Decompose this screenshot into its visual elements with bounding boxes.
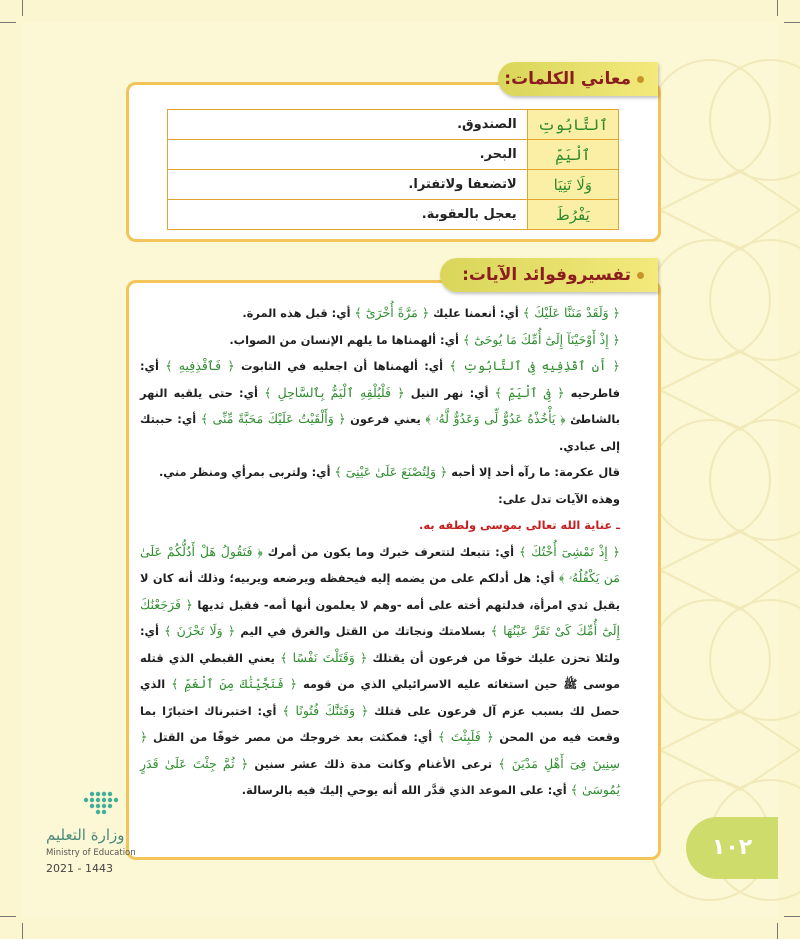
vocab-meaning: الصندوق. [168,110,528,140]
quran-verse: ﴿ وَلَا تَحْزَنَ ﴾ [164,623,236,638]
tafsir-text-segment: أي: هل أدلكم على من يضمه إليه فيحفظه ويرضعه ويربيه؛ وذلك أنه كان لا يقبل ثدي امرأة، فدلتهم أخته على أمه -وهم لا يعلمون أنها أمه- فقبل ثديها [140,571,621,612]
vocab-word: يَفْرُطَ [527,200,618,230]
tafsir-text-segment: أي: قبل هذه المرة. [242,306,355,320]
lesson-point [140,512,620,539]
tafsir-text-segment: يعني فرعون [345,412,426,426]
tafsir-text-segment: أي: على الموعد الذي قدَّر الله أنه يوحي إليك فيه بالرسالة. [241,783,571,797]
tafsir-text-segment: أي: حتى يلقيه النهر بالشاطئ [140,385,620,426]
quran-verse: ﴿ فَتَقُولُ هَلْ أَدُلُّكُمْ عَلَىٰ مَن يَكْفُلُهُۥ ﴾ [140,543,620,585]
vocab-word: ٱلتَّابُوتِ [527,110,618,140]
table-row [168,170,619,200]
tafsir-text-segment: أي: ولتربى بمرأي ومنظر مني. [158,465,335,479]
quran-verse: ﴿ فَلْيُلْقِهِ ٱلْيَمُّ بِٱلسَّاحِلِ ﴾ [264,384,405,400]
tafsir-text-segment: أي: فاطرحيه [140,359,620,400]
title-dot-icon [637,272,644,279]
vocab-meaning: يعجل بالعقوبة. [168,200,528,230]
tafsir-text-segment: الذي حصل لك بسبب عزم آل فرعون على قتلك [140,677,621,718]
crop-mark [0,22,16,23]
vocab-section-title: معاني الكلمات: [498,62,658,96]
quran-verse: ﴿ فَرَجَعْنَٰكَ إِلَىٰٓ أُمِّكَ كَىْ تَقَرَّ عَيْنُهَا ﴾ [140,596,620,638]
tafsir-text-segment: بسلامتك ونجاتك من القتل والغرق في اليم [235,624,491,638]
vocab-table [167,109,619,230]
tafsir-text-segment: أي: حببتك إلى عبادي. [140,412,620,453]
quran-verse: ﴿ مَرَّةً أُخْرَىٰٓ ﴾ [354,305,430,320]
ministry-name-arabic: وزارة التعليم [46,826,125,844]
tafsir-text-segment: أي: ألهمناها ما يلهم الإنسان من الصواب. [229,332,463,347]
quran-verse: ﴿ إِذْ تَمْشِىٓ أُخْتُكَ ﴾ [518,543,620,559]
table-row [168,140,619,170]
tafsir-text-segment: أي: فمكثت بعد خروجك من مصر خوفًا من القتل [147,730,438,744]
quran-verse: ﴿ أَنِ ٱقْذِفِيهِ فِى ٱلتَّابُوتِ ﴾ [449,358,620,373]
tafsir-paragraph [140,327,620,354]
quran-verse: ﴿ وَلِتُصْنَعَ عَلَىٰ عَيْنِىٓ ﴾ [334,464,448,479]
tafsir-paragraph [140,353,620,459]
crop-mark [22,0,23,16]
edition-year: 2021 - 1443 [46,862,113,875]
tafsir-text-segment: أي: تتبعك لتتعرف خبرك وما يكون من أمرك [262,544,519,559]
vocab-meaning: لاتضعفا ولاتفترا. [168,170,528,200]
quran-verse: ﴿ وَلَقَدْ مَنَنَّا عَلَيْكَ ﴾ [522,305,620,320]
quran-verse: ﴿ يَأْخُذْهُ عَدُوٌّ لِّى وَعَدُوٌّ لَّهُۥ ﴾ [425,411,566,426]
tafsir-text-segment: ترعى الأغنام وكانت مدة ذلك عشر سنين [248,756,499,771]
tafsir-text-segment: يعني القبطي الذي قتله موسى ﷺ حين استغاثه عليه الاسرائيلي الذي من قومه [140,650,620,691]
quran-verse: ﴿ فَلَبِثْتَ ﴾ [437,729,494,744]
tafsir-text-segment: أي: اختبرناك اختبارًا بما وقعت فيه من المحن [140,703,620,744]
quran-verse: ﴿ فِى ٱلْيَمِّ ﴾ [494,384,565,400]
quran-verse: ﴿ سِنِينَ فِىٓ أَهْلِ مَدْيَنَ ﴾ [140,729,620,771]
quran-verse: ﴿ وَفَتَنَّٰكَ فُتُونًا ﴾ [282,702,369,718]
tafsir-text-segment: أي: نهر النيل [404,385,495,400]
ministry-name-english: Ministry of Education [46,848,136,858]
quran-verse: ﴿ وَقَتَلْتَ نَفْسًا ﴾ [280,649,368,665]
tafsir-text-segment: ـ عناية الله تعالى بموسى ولطفه به. [419,518,620,532]
ministry-logo-icon [44,788,154,824]
table-row [168,110,619,140]
crop-mark [0,916,16,917]
quran-verse: ﴿ إِذْ أَوْحَيْنَآ إِلَىٰٓ أُمِّكَ مَا يُوحَىٰٓ ﴾ [462,331,620,347]
table-row [168,200,619,230]
quran-verse: ﴿ فَنَجَّيْنَٰكَ مِنَ ٱلْغَمِّ ﴾ [171,676,298,691]
tafsir-text-segment: قال عكرمة: ما رآه أحد إلا أحبه [447,465,620,479]
tafsir-paragraph [140,459,620,486]
vocab-meaning: البحر. [168,140,528,170]
tafsir-section-title: تفسيروفوائد الآيات: [440,258,658,292]
tafsir-text [140,300,620,804]
tafsir-text-segment: أي: ولئلا تحزن عليك خوفًا من فرعون أن يقتلك [140,624,620,665]
tafsir-text-segment: أي: ألهمناها أن اجعليه في التابوت [234,359,450,373]
crop-mark [22,923,23,939]
tafsir-text-segment: أي: أنعمنا عليك [429,306,523,320]
vocab-word: وَلَا تَنِيَا [527,170,618,200]
tafsir-paragraph [140,539,620,804]
tafsir-paragraph [140,300,620,327]
title-dot-icon [637,76,644,83]
tafsir-text-segment: وهذه الآيات تدل على: [498,491,620,506]
quran-verse: ﴿ وَأَلْقَيْتُ عَلَيْكَ مَحَبَّةً مِّنِّى ﴾ [200,411,346,426]
page-number: ١٠٢ [686,817,778,879]
tafsir-paragraph [140,486,620,513]
quran-verse: ﴿ ثُمَّ جِئْتَ عَلَىٰ قَدَرٍ يَٰمُوسَىٰ ﴾ [140,755,620,797]
vocab-word: ٱلْيَمِّ [527,140,618,170]
quran-verse: ﴿ فَٱقْذِفِيهِ ﴾ [165,358,235,373]
